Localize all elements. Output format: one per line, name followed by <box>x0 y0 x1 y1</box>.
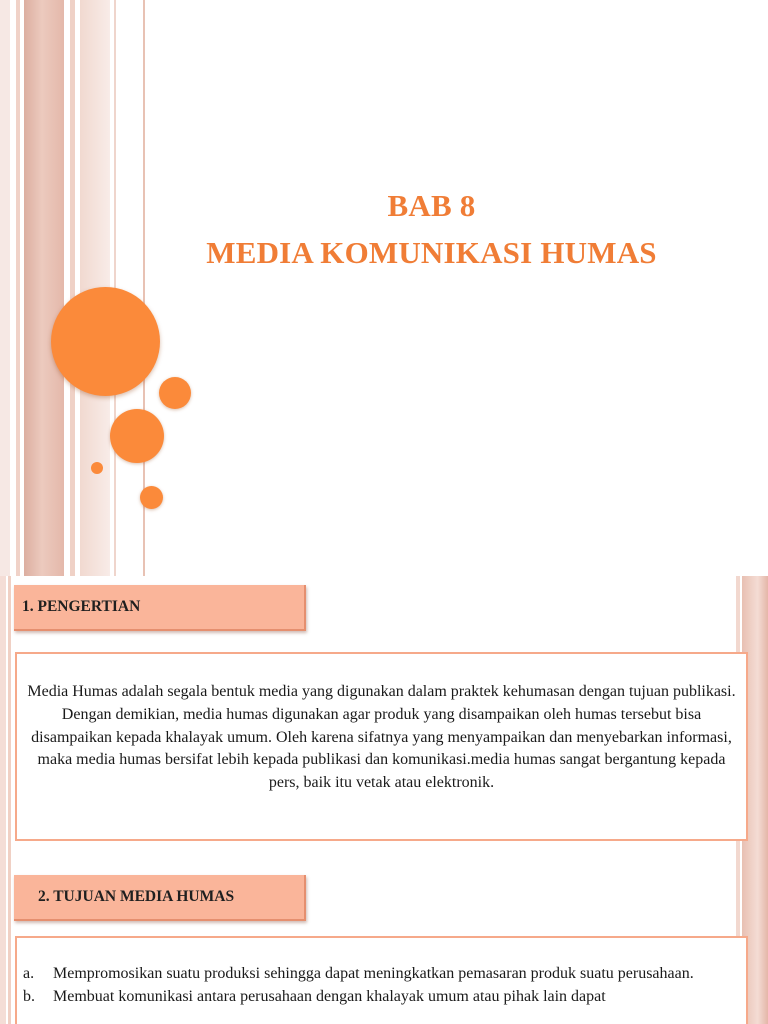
list-item <box>23 985 734 1008</box>
definition-box <box>15 652 748 841</box>
decorative-stripe <box>0 576 6 1024</box>
decorative-stripe <box>70 0 75 576</box>
decorative-stripe <box>24 0 64 576</box>
list-item-text: Membuat komunikasi antara perusahaan dengan khalayak umum atau pihak lain dapat <box>53 988 606 1005</box>
definition-text: Media Humas adalah segala bentuk media yang digunakan dalam praktek kehumasan dengan tujuan publikasi. Dengan demikian, media humas digunakan agar produk yang disampaikan oleh humas tersebut bisa disampaikan kepada khalayak umum. Oleh karena sifatnya yang menyampaikan dan menyebarkan informasi, maka media humas bersifat lebih kepada publikasi dan komunikasi.media humas sangat bergantung kepada pers, baik itu vetak atau elektronik. <box>27 683 736 792</box>
decorative-stripe <box>8 576 11 1024</box>
list-item-text: Mempromosikan suatu produksi sehingga dapat meningkatkan pemasaran produk suatu perusahaan. <box>53 965 694 982</box>
decorative-edge <box>0 0 10 576</box>
section-heading-tujuan: 2. TUJUAN MEDIA HUMAS <box>14 875 306 921</box>
goals-list-box <box>15 936 748 1024</box>
decorative-circle-large <box>51 287 160 396</box>
decorative-circle-tiny <box>91 462 103 474</box>
decorative-circle-small <box>159 377 191 409</box>
slide-title-chapter: BAB 8 <box>387 188 476 223</box>
list-marker: a. <box>23 965 35 982</box>
decorative-stripe <box>16 0 20 576</box>
list-item <box>23 962 734 985</box>
slide-title-main: MEDIA KOMUNIKASI HUMAS <box>206 235 657 270</box>
section-heading-pengertian: 1. PENGERTIAN <box>14 585 306 631</box>
content-slide <box>0 576 768 1024</box>
decorative-circle-medium <box>110 409 164 463</box>
list-marker: b. <box>23 988 35 1005</box>
decorative-circle-small <box>140 486 163 509</box>
